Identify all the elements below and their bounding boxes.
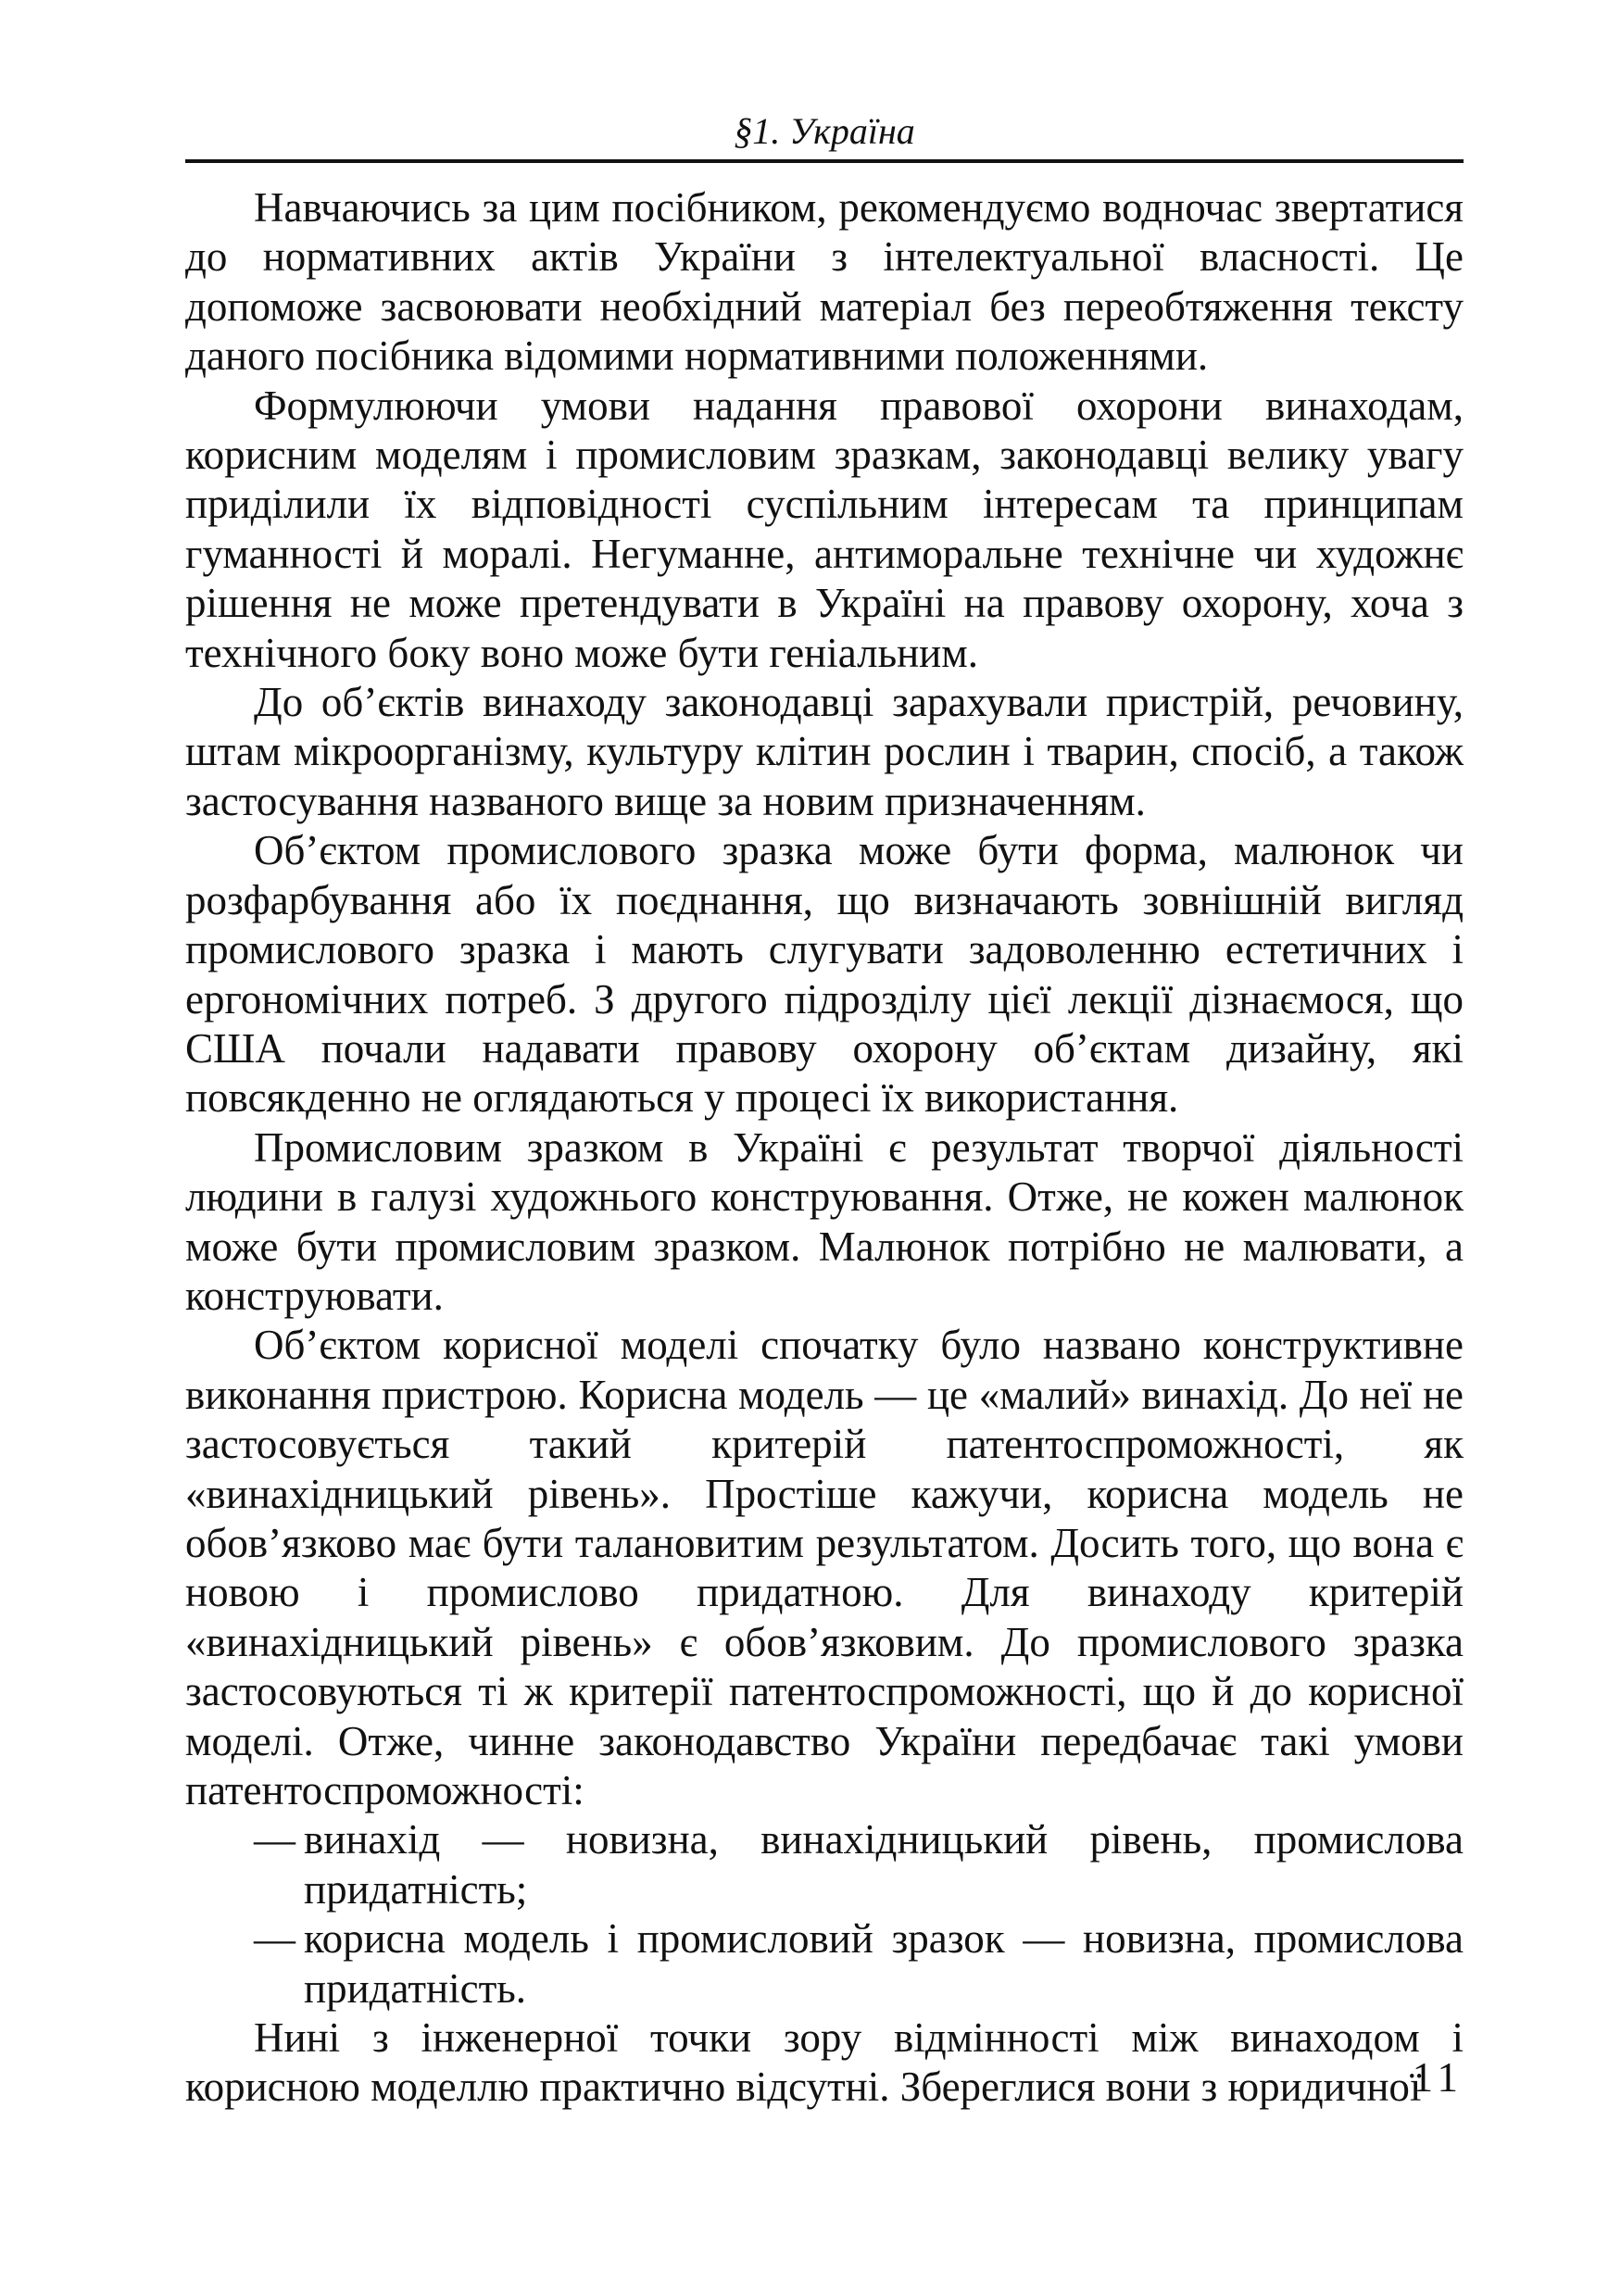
list-item-text: корисна модель і промисловий зразок — новизна, промислова придатність. <box>304 1915 1464 2012</box>
list-item <box>185 1815 1464 1914</box>
running-header: §1. Україна <box>734 110 915 152</box>
page-body <box>185 183 1464 2113</box>
paragraph: Нині з інженерної точки зору відмінності між винаходом і корисною моделлю практично відсутні. Збереглися вони з юридичної <box>185 2014 1464 2111</box>
paragraph: Об’єктом промислового зразка може бути форма, малюнок чи розфарбування або їх поєднання, що визначають зовнішній вигляд промислового зразка і мають слугувати задоволенню естетичних і ергономічних потреб. З другого підрозділу цієї лекції дізнаємося, що США почали надавати правову охорону об’єктам дизайну, які повсякденно не оглядаються у процесі їх використання. <box>185 827 1464 1122</box>
paragraph: Промисловим зразком в Україні є результат творчої діяльності людини в галузі художнього конструювання. Отже, не кожен малюнок може бути промисловим зразком. Малюнок потрібно не малювати, а конструювати. <box>185 1123 1464 1319</box>
paragraph: Об’єктом корисної моделі спочатку було названо конструктивне виконання пристрою. Корисна модель — це «малий» винахід. До неї не застосовується такий критерій патентоспроможності, як «винахідницький рівень». Простіше кажучи, корисна модель не обов’язково має бути талановитим результатом. Досить того, що вона є новою і промислово придатною. Для винаходу критерій «винахідницький рівень» є обов’язковим. До промислового зразка застосовуються ті ж критерії патентоспроможності, що й до корисної моделі. Отже, чинне законодавство України передбачає такі умови патентоспроможності: <box>185 1322 1464 1813</box>
conditions-list <box>185 1815 1464 2014</box>
list-item-text: винахід — новизна, винахідницький рівень, промислова придатність; <box>304 1816 1464 1913</box>
list-dash: — <box>254 1816 295 1863</box>
paragraph: Формулюючи умови надання правової охорони винаходам, корисним моделям і промисловим зразкам, законодавці велику увагу приділили їх відповідності суспільним інтересам та принципам гуманності й моралі. Негуманне, антиморальне технічне чи художнє рішення не може претендувати в Україні на правову охорону, хоча з технічного боку воно може бути геніальним. <box>185 382 1464 676</box>
list-item <box>185 1914 1464 2014</box>
paragraph: Навчаючись за цим посібником, рекомендуємо водночас звертатися до нормативних актів України з інтелектуальної власності. Це допоможе засвоювати необхідний матеріал без переобтяження тексту даного посібника відомими нормативними положеннями. <box>185 184 1464 380</box>
list-dash: — <box>254 1915 295 1963</box>
paragraph: До об’єктів винаходу законодавці зарахували пристрій, речовину, штам мікроорганізму, культуру клітин рослин і тварин, спосіб, а також застосування названого вище за новим призначенням. <box>185 679 1464 824</box>
page-number: 11 <box>1412 2054 1464 2101</box>
header-rule <box>185 159 1464 163</box>
